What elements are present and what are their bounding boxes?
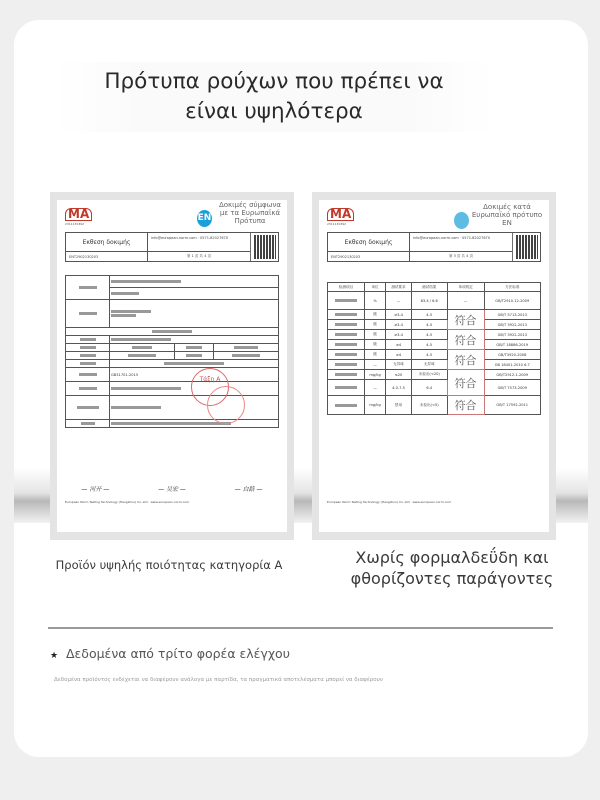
requirement: ≥3-4 bbox=[386, 320, 412, 330]
test-report-left bbox=[50, 192, 294, 540]
method-standard: GB/T2912.1-2009 bbox=[484, 370, 540, 380]
unit: 级 bbox=[364, 320, 385, 330]
tests-note: Δοκιμές κατά Ευρωπαϊκό πρότυπο EN bbox=[471, 203, 543, 227]
unit: — bbox=[364, 380, 385, 396]
result: 未检出(<20) bbox=[411, 370, 447, 380]
headline bbox=[54, 62, 494, 132]
result-row bbox=[328, 310, 541, 320]
verdict: 符合 bbox=[447, 330, 484, 350]
result-row bbox=[328, 370, 541, 380]
result: 无异味 bbox=[411, 360, 447, 370]
unit: 级 bbox=[364, 330, 385, 340]
method-standard: GB/T2910.12-2009 bbox=[484, 292, 540, 310]
unit: % bbox=[364, 292, 385, 310]
method-standard: GB/T 7573-2009 bbox=[484, 380, 540, 396]
report-number: ENT2902130203 bbox=[69, 254, 99, 259]
requirement: ≥3-4 bbox=[386, 330, 412, 340]
requirement: ≤20 bbox=[386, 370, 412, 380]
requirement: 4.0-7.5 bbox=[386, 380, 412, 396]
unit: 级 bbox=[364, 350, 385, 360]
note-text: Δεδομένα από τρίτο φορέα ελέγχου bbox=[66, 646, 290, 661]
tests-note: Δοκιμές σύμφωνα με τα Ευρωπαϊκά Πρότυπα bbox=[218, 201, 282, 225]
verdict: 符合 bbox=[447, 370, 484, 396]
headline-line-2: είναι υψηλότερα bbox=[185, 99, 363, 124]
result-row bbox=[328, 340, 541, 350]
cma-logo: MA bbox=[65, 208, 92, 221]
requirement: ≥4 bbox=[386, 340, 412, 350]
report-contact: info@european-norm.com · 0571-82027670 bbox=[148, 233, 250, 252]
result: 83.4 / 6.6 bbox=[411, 292, 447, 310]
caption-right-line-2: φθορίζοντες παράγοντες bbox=[350, 569, 554, 588]
report-title: Εκθεση δοκιμής bbox=[66, 233, 147, 252]
report-header bbox=[65, 232, 279, 262]
method-standard: GB/T 18886-2019 bbox=[484, 340, 540, 350]
requirement: 禁用 bbox=[386, 396, 412, 415]
result-row: % — 83.4 / 6.6 — GB/T2910.12-2009 bbox=[328, 292, 541, 310]
class-a-stamp: Τάξη A bbox=[191, 368, 229, 406]
caption-right bbox=[322, 547, 582, 589]
report-footer: European Norm Testing Technology (Hangzhou) Co.,Ltd · www.european-norm.com bbox=[65, 500, 190, 504]
third-party-note bbox=[50, 646, 290, 661]
result-row bbox=[328, 320, 541, 330]
report-title: Εκθεση δοκιμής bbox=[328, 233, 409, 252]
unit: mg/kg bbox=[364, 370, 385, 380]
company-seal bbox=[207, 386, 245, 424]
star-icon: ★ bbox=[50, 651, 59, 661]
requirement: 无异味 bbox=[386, 360, 412, 370]
result: 未检出(<5) bbox=[411, 396, 447, 415]
method-standard: GB/T 5713-2013 bbox=[484, 310, 540, 320]
caption-right-line-1: Χωρίς φορμαλδεΰδη και bbox=[355, 548, 549, 567]
report-page: 第 1 页 共 4 页 bbox=[186, 254, 212, 258]
requirement: — bbox=[386, 292, 412, 310]
method-standard: GB/T3920-2008 bbox=[484, 350, 540, 360]
en-logo-icon bbox=[454, 212, 469, 229]
result-row bbox=[328, 350, 541, 360]
result-row bbox=[328, 360, 541, 370]
standard-ref: GB31701-2015 bbox=[110, 368, 279, 382]
divider bbox=[48, 627, 553, 629]
method-standard: GB/T 3922-2013 bbox=[484, 320, 540, 330]
result: 4-5 bbox=[411, 330, 447, 340]
requirement: ≥3-4 bbox=[386, 310, 412, 320]
unit: 级 bbox=[364, 340, 385, 350]
signatures: — 河开 — — 吴宏 — — 白路 — bbox=[81, 486, 263, 493]
content-card bbox=[14, 20, 588, 757]
method-standard: GB/T 17592-2011 bbox=[484, 396, 540, 415]
result: 4-5 bbox=[411, 350, 447, 360]
result-row bbox=[328, 330, 541, 340]
report-header bbox=[327, 232, 541, 262]
result: 6.4 bbox=[411, 380, 447, 396]
cma-code: 2311130392 bbox=[327, 222, 347, 226]
report-number: ENT2902130203 bbox=[331, 254, 361, 259]
verdict: 符合 bbox=[447, 396, 484, 415]
headline-line-1: Πρότυπα ρούχων που πρέπει να bbox=[104, 69, 444, 94]
report-info-table bbox=[65, 275, 279, 428]
unit: — bbox=[364, 360, 385, 370]
result-row bbox=[328, 396, 541, 415]
cma-logo: MA bbox=[327, 208, 354, 221]
requirement: ≥4 bbox=[386, 350, 412, 360]
disclaimer: Δεδομένα προϊόντος ενδέχεται να διαφέρουν ανάλογα με παρτίδα, τα πραγματικά αποτελέσματα μπορεί να διαφέρουν bbox=[54, 677, 383, 683]
test-report-right bbox=[312, 192, 556, 540]
caption-left: Προϊόν υψηλής ποιότητας κατηγορία A bbox=[55, 558, 283, 572]
qr-code bbox=[512, 233, 540, 261]
verdict: 符合 bbox=[447, 350, 484, 370]
method-standard: GB/T 3922-2013 bbox=[484, 330, 540, 340]
report-contact: info@european-norm.com · 0571-82027670 bbox=[410, 233, 512, 252]
result-row bbox=[328, 380, 541, 396]
method-standard: GB 18401-2010 6.7 bbox=[484, 360, 540, 370]
result: 4-5 bbox=[411, 320, 447, 330]
cma-code: 2311130392 bbox=[65, 222, 85, 226]
report-page: 第 3 页 共 4 页 bbox=[448, 254, 474, 258]
test-results-table: 检测项目 单位 测试要求 测试结果 单项判定 方法标准 % — 83.4 / 6.6 — GB/T2910.12-2009 级 ≥3-4 4-5 符合 GB/T 5713-2013 级 ≥3-4 4-5 GB/T 3922-2013 级 ≥3-4 4-5 符合 GB/T 3922-2013 级 ≥4 4-5 GB/T 18886-2019 级 ≥4 4-5 符合 GB/T3920-2008 — 无异味 无异味 GB 18401-2010 6.7 mg/kg ≤20 未检出(<20) 符合 GB/T2912.1-2009 — 4.0-7.5 6.4 GB/T 7573-2009 mg/kg 禁用 未检出(<5) 符合 GB/T 17592-2011 bbox=[327, 282, 541, 415]
unit: mg/kg bbox=[364, 396, 385, 415]
report-footer: European Norm Testing Technology (Hangzhou) Co.,Ltd · www.european-norm.com bbox=[327, 500, 452, 504]
unit: 级 bbox=[364, 310, 385, 320]
result: 4-5 bbox=[411, 310, 447, 320]
result: 4-5 bbox=[411, 340, 447, 350]
qr-code bbox=[250, 233, 278, 261]
en-logo-icon: EN bbox=[197, 210, 212, 227]
verdict: 符合 bbox=[447, 310, 484, 330]
